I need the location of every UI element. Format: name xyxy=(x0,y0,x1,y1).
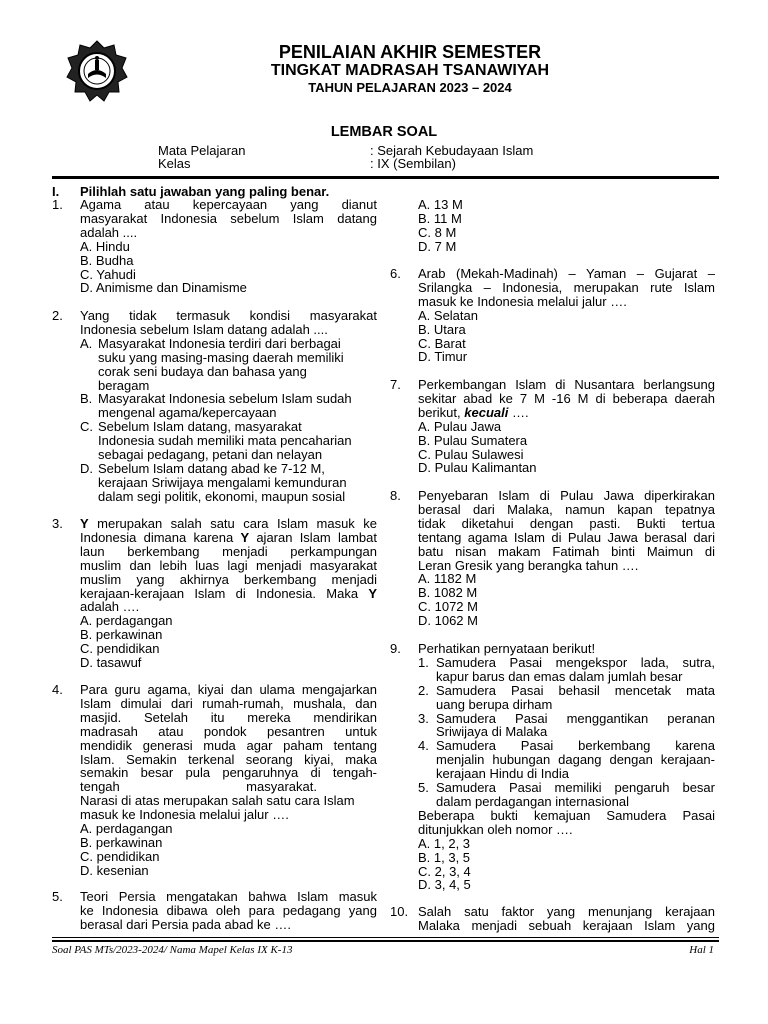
question-text-line: masuk ke Indonesia melalui jalur …. xyxy=(80,807,289,823)
question-text-line: adalah …. xyxy=(80,599,140,615)
question-text-line: masuk ke Indonesia melalui jalur …. xyxy=(418,293,627,309)
question-text-line xyxy=(80,531,377,545)
variable-y: Y xyxy=(80,516,89,531)
sheet-title: LEMBAR SOAL xyxy=(330,124,438,140)
question-number: 1. xyxy=(52,197,63,212)
question-text-line: Teori Persia mengatakan bahwa Islam masuk xyxy=(80,889,377,904)
question-text-line: Islam. Semakin terkenal seorang kiyai, maka xyxy=(80,751,377,767)
option-b[interactable]: B. 1082 M xyxy=(418,585,478,601)
option-letter: C. xyxy=(80,419,93,435)
question-text-line: Islam dimulai dari rumah-rumah, mushala, dan xyxy=(80,695,377,711)
question-text-line: Leran Gresik yang berangka tahun …. xyxy=(418,557,639,573)
question-text-line: ditunjukkan oleh nomor …. xyxy=(418,821,573,837)
question-text-line: batu nisan makam Fatimah binti Maimun di xyxy=(418,543,715,559)
option-a[interactable]: A. Pulau Jawa xyxy=(418,418,502,434)
class-label: Kelas xyxy=(158,156,191,171)
text-span: kerajaan-kerajaan Islam di Indonesia. Maka xyxy=(80,585,369,601)
statement-number: 1. xyxy=(418,654,429,670)
option-a[interactable]: A. perdagangan xyxy=(80,613,173,629)
option-c[interactable]: C. pendidikan xyxy=(80,641,160,657)
question-text-line: berasal dari Persia pada abad ke …. xyxy=(80,916,292,932)
text-span: merupakan salah satu cara Islam masuk ke xyxy=(88,516,377,531)
statement-text-line: Samudera Pasai menggantikan peranan xyxy=(436,710,715,726)
option-text-line: dalam segi politik, ekonomi, maupun sosial xyxy=(98,488,346,504)
option-c[interactable]: C. pendidikan xyxy=(80,848,160,864)
option-c[interactable]: C. Yahudi xyxy=(80,266,136,282)
option-b[interactable]: B. perkawinan xyxy=(80,834,163,850)
option-b[interactable]: B. 11 M xyxy=(418,210,462,226)
option-d[interactable]: D. Pulau Kalimantan xyxy=(418,460,537,476)
statement-4 xyxy=(418,739,715,781)
option-letter: D. xyxy=(80,460,93,476)
statement-number: 2. xyxy=(418,682,429,698)
question-text-line: berasal dari Malaka, namun kapan tepatnya xyxy=(418,501,715,517)
exam-level: TINGKAT MADRASAH TSANAWIYAH xyxy=(270,62,550,79)
question-text-line: Para guru agama, kiyai dan ulama mengajarkan xyxy=(80,682,377,697)
question-text-line xyxy=(80,517,377,531)
option-d[interactable]: D. tasawuf xyxy=(80,655,142,671)
emphasis-kecuali: kecuali xyxy=(464,404,509,420)
question-text-line: Malaka menjadi sebuah kerajaan Islam yang xyxy=(418,917,715,933)
option-d[interactable]: D. 7 M xyxy=(418,238,457,254)
question-text-line: madrasah atau pondok pesantren untuk xyxy=(80,723,377,739)
option-a[interactable]: A. 13 M xyxy=(418,197,463,212)
question-text-line: Perhatikan pernyataan berikut! xyxy=(418,641,596,656)
option-a[interactable]: A. 1, 2, 3 xyxy=(418,835,471,851)
question-text-line: adalah .... xyxy=(80,224,138,240)
section-number: I. xyxy=(52,184,60,199)
option-text-line: sebagai pedagang, petani dan nelayan xyxy=(98,447,323,463)
option-a[interactable]: A. perdagangan xyxy=(80,821,173,837)
question-text-line: Beberapa bukti kemajuan Samudera Pasai xyxy=(418,807,715,823)
option-a[interactable]: A. Hindu xyxy=(80,238,130,254)
question-text-line: masjid. Setelah itu mereka mendirikan xyxy=(80,709,377,725)
question-number: 10. xyxy=(390,904,409,919)
question-text-line: ke Indonesia dibawa oleh para pedagang yang xyxy=(80,902,377,918)
option-text-line: Masyarakat Indonesia terdiri dari berbagai xyxy=(98,335,341,351)
question-text-line: Perkembangan Islam di Nusantara berlangsung xyxy=(418,377,715,392)
statement-5 xyxy=(418,781,715,809)
section-text: Pilihlah satu jawaban yang paling benar. xyxy=(80,184,330,199)
statement-number: 5. xyxy=(418,780,429,796)
subject-value: : Sejarah Kebudayaan Islam xyxy=(370,143,534,158)
question-text-line: Yang tidak termasuk kondisi masyarakat xyxy=(80,308,377,323)
question-text-line: tidak diketahui dengan pasti. Bukti tertua xyxy=(418,515,715,531)
option-b[interactable]: B. Pulau Sumatera xyxy=(418,432,528,448)
question-text-line xyxy=(418,406,715,420)
option-b[interactable]: B. Utara xyxy=(418,321,466,337)
question-number: 2. xyxy=(52,308,63,323)
exam-title: PENILAIAN AKHIR SEMESTER xyxy=(278,42,542,62)
question-number: 7. xyxy=(390,377,401,392)
option-d[interactable]: D. 3, 4, 5 xyxy=(418,877,471,893)
page-number: Hal 1 xyxy=(689,944,714,956)
subject-label: Mata Pelajaran xyxy=(158,143,246,158)
option-text-line: Sebelum Islam datang abad ke 7-12 M, xyxy=(98,460,325,476)
option-text-line: Sebelum Islam datang, masyarakat xyxy=(98,419,302,435)
option-c[interactable]: C. 2, 3, 4 xyxy=(418,863,471,879)
statement-number: 4. xyxy=(418,738,429,754)
question-number: 4. xyxy=(52,682,63,697)
question-text-line: Penyebaran Islam di Pulau Jawa diperkirakan xyxy=(418,488,715,503)
footer-info: Soal PAS MTs/2023-2024/ Nama Mapel Kelas IX K-13 xyxy=(52,944,293,956)
option-d[interactable]: D. Animisme dan Dinamisme xyxy=(80,280,247,296)
statement-text-line: kerajaan Hindu di India xyxy=(436,766,569,782)
option-d[interactable]: D. kesenian xyxy=(80,862,149,878)
option-text-line: suku yang masing-masing daerah memiliki xyxy=(98,349,344,365)
option-text-line: kerajaan Sriwijaya mengalami kemunduran xyxy=(98,474,347,490)
question-number: 6. xyxy=(390,266,401,281)
statement-text-line: Samudera Pasai behasil mencetak mata xyxy=(436,682,715,698)
option-letter: A. xyxy=(80,335,93,351)
statement-text-line: Samudera Pasai berkembang karena xyxy=(436,738,715,754)
option-b[interactable] xyxy=(80,392,377,420)
option-c[interactable]: C. Barat xyxy=(418,335,466,351)
option-b[interactable]: B. perkawinan xyxy=(80,627,163,643)
statement-text-line: menjalin hubungan dagang dengan kerajaan- xyxy=(436,752,715,768)
question-text-line: masyarakat Indonesia sebelum Islam datang xyxy=(80,210,377,226)
question-number: 9. xyxy=(390,641,401,656)
question-text-line xyxy=(80,587,377,601)
option-d[interactable]: D. 1062 M xyxy=(418,613,478,629)
option-letter: B. xyxy=(80,391,93,407)
question-text-line: Agama atau kepercayaan yang dianut xyxy=(80,197,377,212)
question-text-line: semakin besar pula pengaruhnya di tengah- xyxy=(80,765,377,781)
statement-text-line: Sriwijaya di Malaka xyxy=(436,724,548,740)
statement-number: 3. xyxy=(418,710,429,726)
text-span: …. xyxy=(508,404,529,420)
question-text-line: muslim dan lebih luas lagi menjadi masyarakat xyxy=(80,557,377,573)
option-b[interactable]: B. Budha xyxy=(80,252,134,268)
class-value: : IX (Sembilan) xyxy=(370,156,456,171)
question-text-line: muslim yang akhirnya berkembang menjadi xyxy=(80,571,377,587)
option-c[interactable] xyxy=(80,420,377,462)
question-text-line: laun berkembang menjadi perkampungan xyxy=(80,543,377,559)
text-span: berikut, xyxy=(418,404,465,420)
option-text-line: Indonesia sudah memiliki mata pencaharian xyxy=(98,433,352,449)
statement-3 xyxy=(418,712,715,740)
statement-text-line: dalam perdagangan internasional xyxy=(436,793,629,809)
footer-divider xyxy=(52,937,719,938)
question-number: 3. xyxy=(52,516,63,531)
option-a[interactable]: A. 1182 M xyxy=(418,571,477,587)
option-c[interactable]: C. 1072 M xyxy=(418,599,478,615)
option-text-line: Masyarakat Indonesia sebelum Islam sudah xyxy=(98,391,352,407)
text-span: Indonesia dimana karena xyxy=(80,529,241,545)
statement-2 xyxy=(418,684,715,712)
option-d[interactable] xyxy=(80,462,377,504)
question-text-line: tentang agama Islam di Pulau Jawa berasal dari xyxy=(418,529,715,545)
exam-year: TAHUN PELAJARAN 2023 – 2024 xyxy=(308,80,512,95)
question-5-options xyxy=(418,198,715,254)
madrasah-emblem-logo xyxy=(66,40,128,102)
header-divider xyxy=(52,176,719,179)
question-text-line: tengah masyarakat. xyxy=(80,779,317,795)
option-text-line: beragam xyxy=(98,377,150,393)
option-a[interactable]: A. Selatan xyxy=(418,307,478,323)
option-b[interactable]: B. 1, 3, 5 xyxy=(418,849,471,865)
variable-y: Y xyxy=(368,585,377,601)
question-text-line: Arab (Mekah-Madinah) – Yaman – Gujarat – xyxy=(418,266,715,281)
statement-text-line: Samudera Pasai memiliki pengaruh besar xyxy=(436,780,715,796)
option-d[interactable]: D. Timur xyxy=(418,349,468,365)
option-text-line: corak seni budaya dan bahasa yang xyxy=(98,363,307,379)
question-text-line: sekitar abad ke 7 M -16 M di beberapa daerah xyxy=(418,390,715,406)
question-text-line: Srilangka – Indonesia, merupakan rute Islam xyxy=(418,279,715,295)
option-a[interactable] xyxy=(80,337,377,393)
question-number: 5. xyxy=(52,889,63,904)
question-text-line: Indonesia sebelum Islam datang adalah .... xyxy=(80,321,328,337)
option-c[interactable]: C. 8 M xyxy=(418,224,457,240)
question-text-line: mendidik generasi muda agar paham tentang xyxy=(80,737,377,753)
statement-text-line: uang berupa dirham xyxy=(436,696,553,712)
question-text-line: Salah satu faktor yang menunjang kerajaan xyxy=(418,904,715,919)
question-text-line: Narasi di atas merupakan salah satu cara Islam xyxy=(80,793,355,809)
footer-divider-thick xyxy=(52,940,719,942)
option-text-line: mengenal agama/kepercayaan xyxy=(98,405,277,421)
statement-text-line: Samudera Pasai mengekspor lada, sutra, xyxy=(436,654,715,670)
statement-text-line: kapur barus dan emas dalam jumlah besar xyxy=(436,668,683,684)
text-span: ajaran Islam lambat xyxy=(249,529,377,545)
question-number: 8. xyxy=(390,488,401,503)
statement-1 xyxy=(418,656,715,684)
option-c[interactable]: C. Pulau Sulawesi xyxy=(418,446,524,462)
variable-y: Y xyxy=(240,529,250,545)
